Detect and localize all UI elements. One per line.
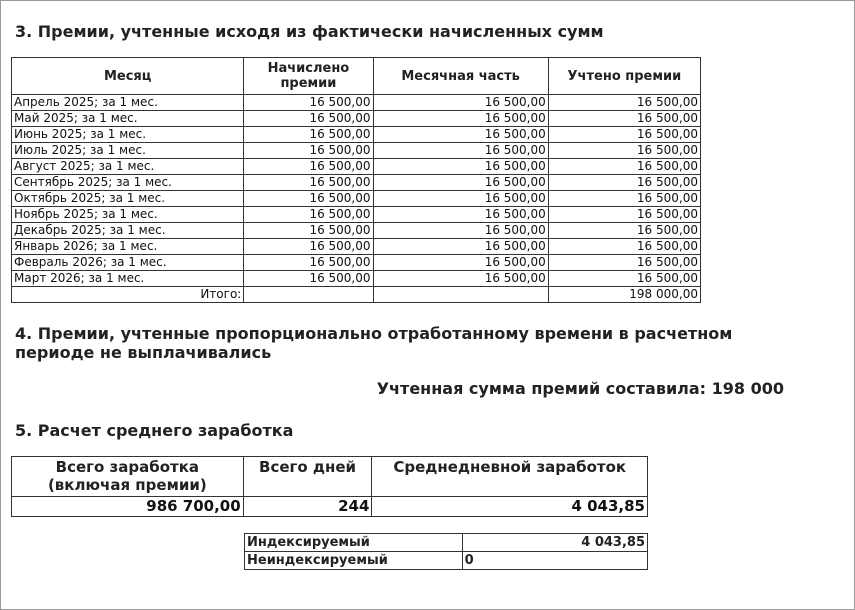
month-cell: Февраль 2026; за 1 мес. bbox=[12, 255, 244, 271]
counted-cell: 16 500,00 bbox=[548, 271, 700, 287]
section3-title: 3. Премии, учтенные исходя из фактически начисленных сумм bbox=[15, 22, 604, 41]
total-days-value: 244 bbox=[243, 497, 372, 517]
counted-cell: 16 500,00 bbox=[548, 143, 700, 159]
counted-cell: 16 500,00 bbox=[548, 159, 700, 175]
counted-cell: 16 500,00 bbox=[548, 111, 700, 127]
indexable-label: Индексируемый bbox=[245, 534, 463, 552]
table-row bbox=[12, 175, 701, 191]
total-label: Итого: bbox=[12, 287, 244, 303]
monthly-cell: 16 500,00 bbox=[373, 255, 548, 271]
counted-cell: 16 500,00 bbox=[548, 95, 700, 111]
header-counted: Учтено премии bbox=[548, 58, 700, 95]
table-header-row bbox=[12, 457, 648, 497]
month-cell: Март 2026; за 1 мес. bbox=[12, 271, 244, 287]
total-earnings-value: 986 700,00 bbox=[12, 497, 244, 517]
table-row bbox=[12, 239, 701, 255]
table-row bbox=[12, 95, 701, 111]
counted-cell: 16 500,00 bbox=[548, 255, 700, 271]
monthly-cell: 16 500,00 bbox=[373, 127, 548, 143]
bonus-table bbox=[11, 57, 701, 303]
total-row bbox=[12, 287, 701, 303]
table-row bbox=[12, 191, 701, 207]
indexable-value: 4 043,85 bbox=[462, 534, 647, 552]
month-cell: Октябрь 2025; за 1 мес. bbox=[12, 191, 244, 207]
month-cell: Май 2025; за 1 мес. bbox=[12, 111, 244, 127]
accrued-cell: 16 500,00 bbox=[244, 143, 373, 159]
table-row bbox=[12, 255, 701, 271]
total-empty bbox=[373, 287, 548, 303]
monthly-cell: 16 500,00 bbox=[373, 239, 548, 255]
table-row bbox=[12, 271, 701, 287]
table-row bbox=[12, 497, 648, 517]
monthly-cell: 16 500,00 bbox=[373, 159, 548, 175]
table-row bbox=[245, 534, 648, 552]
header-monthly: Месячная часть bbox=[373, 58, 548, 95]
month-cell: Декабрь 2025; за 1 мес. bbox=[12, 223, 244, 239]
monthly-cell: 16 500,00 bbox=[373, 111, 548, 127]
monthly-cell: 16 500,00 bbox=[373, 143, 548, 159]
month-cell: Сентябрь 2025; за 1 мес. bbox=[12, 175, 244, 191]
accrued-cell: 16 500,00 bbox=[244, 175, 373, 191]
monthly-cell: 16 500,00 bbox=[373, 175, 548, 191]
table-row bbox=[12, 143, 701, 159]
accrued-cell: 16 500,00 bbox=[244, 111, 373, 127]
counted-cell: 16 500,00 bbox=[548, 207, 700, 223]
average-earnings-table bbox=[11, 456, 648, 517]
accrued-cell: 16 500,00 bbox=[244, 271, 373, 287]
monthly-cell: 16 500,00 bbox=[373, 95, 548, 111]
table-row bbox=[12, 127, 701, 143]
month-cell: Август 2025; за 1 мес. bbox=[12, 159, 244, 175]
monthly-cell: 16 500,00 bbox=[373, 191, 548, 207]
table-row bbox=[12, 159, 701, 175]
counted-cell: 16 500,00 bbox=[548, 175, 700, 191]
month-cell: Июнь 2025; за 1 мес. bbox=[12, 127, 244, 143]
accrued-cell: 16 500,00 bbox=[244, 95, 373, 111]
accrued-cell: 16 500,00 bbox=[244, 191, 373, 207]
accrued-cell: 16 500,00 bbox=[244, 127, 373, 143]
non-indexable-value: 0 bbox=[462, 552, 647, 570]
table-header-row bbox=[12, 58, 701, 95]
monthly-cell: 16 500,00 bbox=[373, 207, 548, 223]
monthly-cell: 16 500,00 bbox=[373, 271, 548, 287]
accrued-cell: 16 500,00 bbox=[244, 223, 373, 239]
month-cell: Апрель 2025; за 1 мес. bbox=[12, 95, 244, 111]
month-cell: Январь 2026; за 1 мес. bbox=[12, 239, 244, 255]
counted-cell: 16 500,00 bbox=[548, 223, 700, 239]
monthly-cell: 16 500,00 bbox=[373, 223, 548, 239]
month-cell: Ноябрь 2025; за 1 мес. bbox=[12, 207, 244, 223]
table-row bbox=[12, 207, 701, 223]
accrued-cell: 16 500,00 bbox=[244, 255, 373, 271]
table-row bbox=[12, 223, 701, 239]
table-row bbox=[245, 552, 648, 570]
month-cell: Июль 2025; за 1 мес. bbox=[12, 143, 244, 159]
header-total-days: Всего дней bbox=[243, 457, 372, 497]
accrued-cell: 16 500,00 bbox=[244, 239, 373, 255]
indexation-table bbox=[244, 533, 648, 570]
header-total-earnings: Всего заработка (включая премии) bbox=[12, 457, 244, 497]
counted-cell: 16 500,00 bbox=[548, 127, 700, 143]
section5-title: 5. Расчет среднего заработка bbox=[15, 421, 294, 440]
counted-cell: 16 500,00 bbox=[548, 191, 700, 207]
daily-earnings-value: 4 043,85 bbox=[372, 497, 648, 517]
accrued-cell: 16 500,00 bbox=[244, 159, 373, 175]
total-value: 198 000,00 bbox=[548, 287, 700, 303]
section4-title: 4. Премии, учтенные пропорционально отработанному времени в расчетном периоде не выплачивались bbox=[15, 324, 733, 362]
non-indexable-label: Неиндексируемый bbox=[245, 552, 463, 570]
header-month: Месяц bbox=[12, 58, 244, 95]
total-empty bbox=[244, 287, 373, 303]
accrued-cell: 16 500,00 bbox=[244, 207, 373, 223]
table-row bbox=[12, 111, 701, 127]
header-daily-earnings: Среднедневной заработок bbox=[372, 457, 648, 497]
counted-cell: 16 500,00 bbox=[548, 239, 700, 255]
bonus-summary: Учтенная сумма премий составила: 198 000 bbox=[376, 379, 784, 398]
header-accrued: Начислено премии bbox=[244, 58, 373, 95]
